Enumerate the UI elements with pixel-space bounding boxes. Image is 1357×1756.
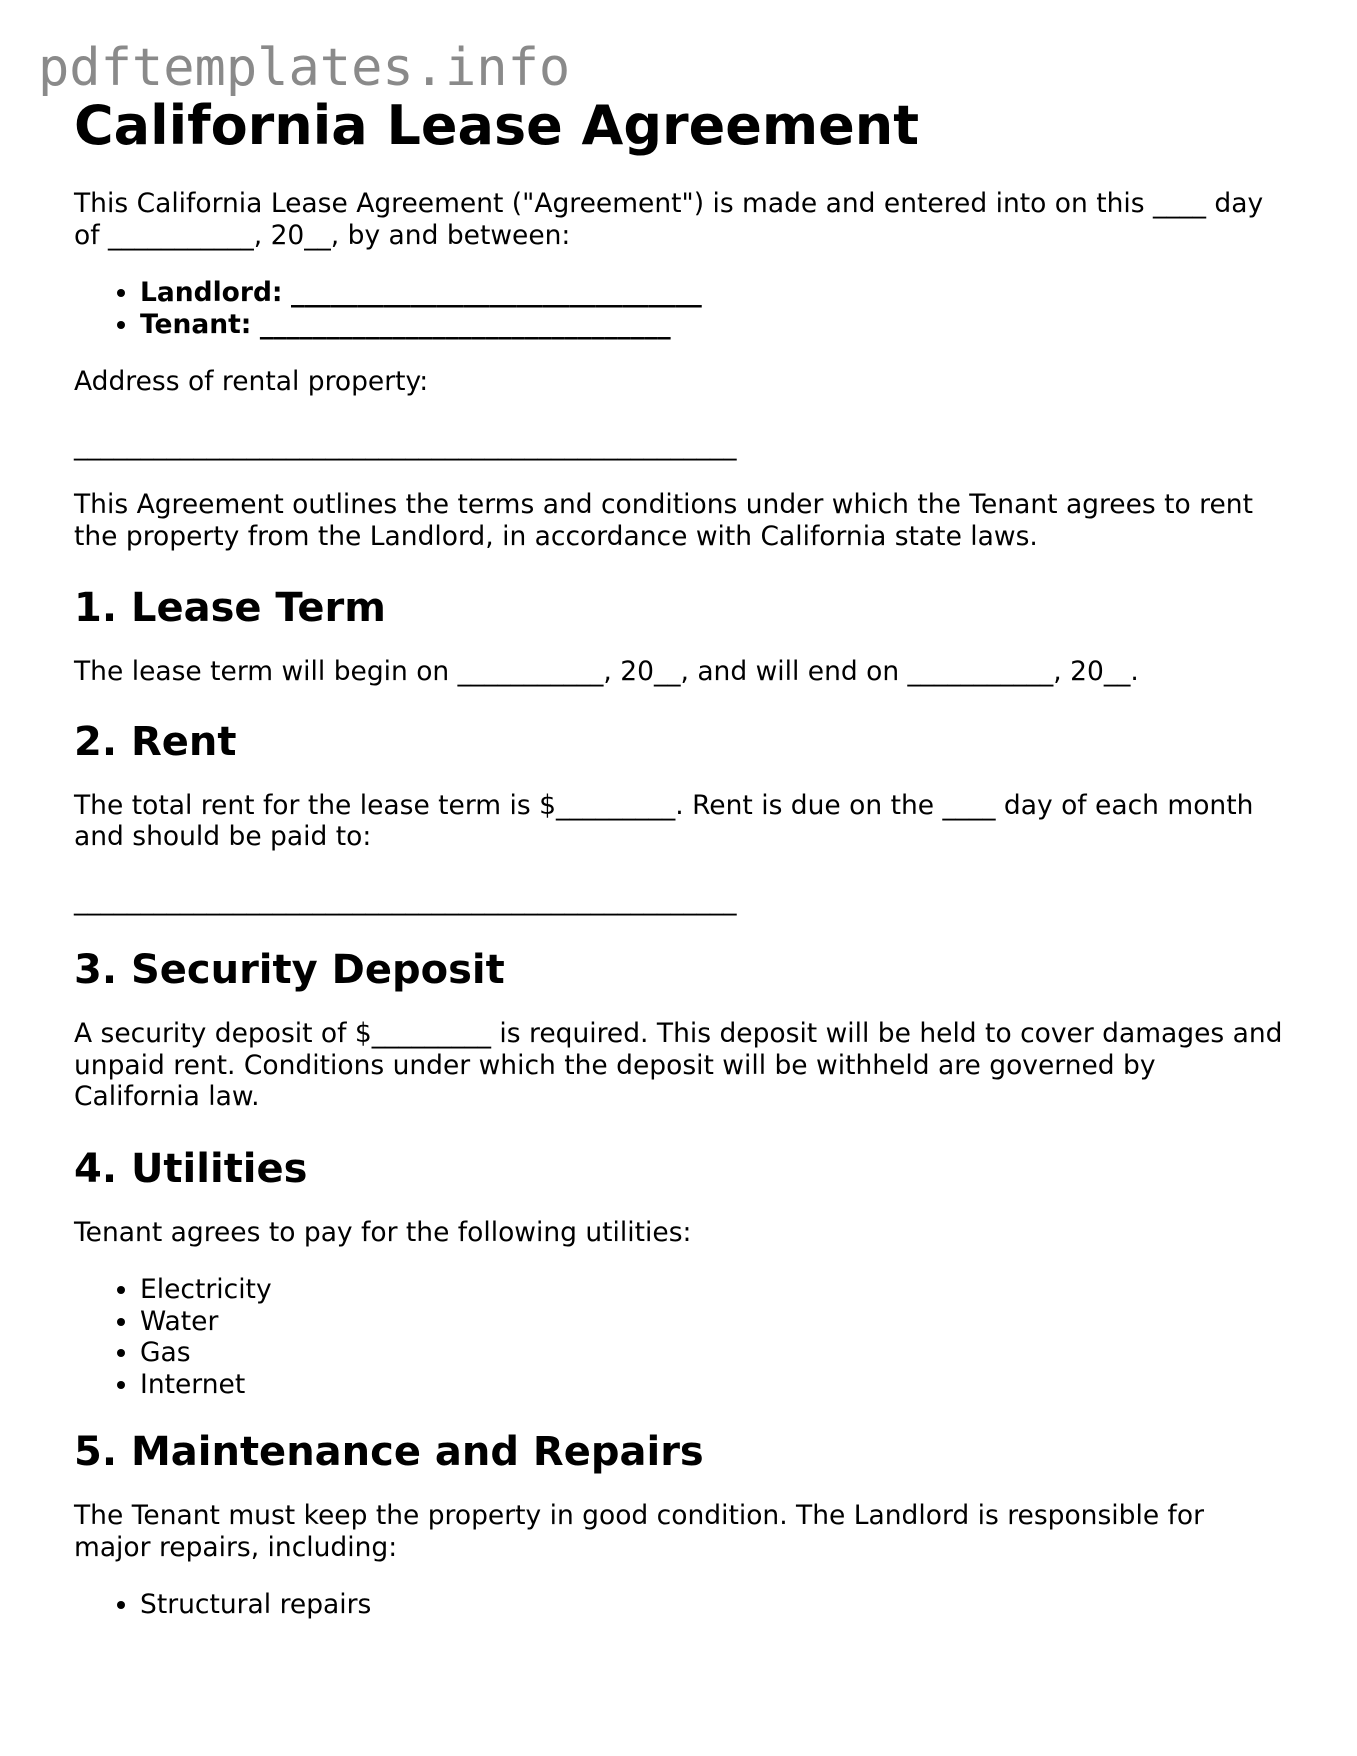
rent-payee-blank: __________________________________________________ [74,884,737,916]
address-blank: __________________________________________________ [74,429,737,461]
section-heading-rent: 2. Rent [74,718,237,765]
address-label: Address of rental property: [74,366,429,397]
list-item: • Electricity [140,1274,1284,1306]
watermark: pdftemplates.info [38,38,571,98]
party-label: Landlord: [140,277,283,308]
utilities-list [74,1274,1284,1400]
document-page [74,90,1284,1647]
maintenance-list [74,1589,1284,1621]
page-title: California Lease Agreement [74,94,920,157]
intro-paragraph: This California Lease Agreement ("Agreement") is made and entered into on this ____ day of ___________, 20__, by and between: [74,188,1264,251]
list-item: • Gas [140,1337,1284,1369]
utilities-text: Tenant agrees to pay for the following utilities: [74,1216,692,1248]
party-landlord [140,277,1284,309]
section-heading-lease-term: 1. Lease Term [74,585,386,631]
section-heading-utilities: 4. Utilities [74,1145,308,1192]
maintenance-text: The Tenant must keep the property in good condition. The Landlord is responsible for major repairs, including: [74,1500,1204,1563]
party-blank: _______________________________ [290,277,702,308]
section-heading-maintenance: 5. Maintenance and Repairs [74,1429,704,1475]
party-label: Tenant: [140,308,252,340]
deposit-text: A security deposit of $_________ is required. This deposit will be held to cover damages and unpaid rent. Conditions under which the deposit will be withheld are governed by California law. [74,1018,1283,1112]
purpose-paragraph: This Agreement outlines the terms and conditions under which the Tenant agrees to rent the property from the Landlord, in accordance with California state laws. [74,489,1253,552]
list-item: • Water [140,1306,1284,1338]
lease-term-text: The lease term will begin on ___________, 20__, and will end on ___________, 20__. [74,656,1139,687]
list-item: • Structural repairs [140,1589,1284,1621]
list-item: • Internet [140,1369,1284,1401]
section-heading-security-deposit: 3. Security Deposit [74,947,505,993]
party-tenant [140,309,1284,341]
parties-list [74,277,1284,340]
rent-text: The total rent for the lease term is $_________. Rent is due on the ____ day of each month and should be paid to: [74,789,1254,852]
party-blank: _______________________________ [259,308,671,340]
